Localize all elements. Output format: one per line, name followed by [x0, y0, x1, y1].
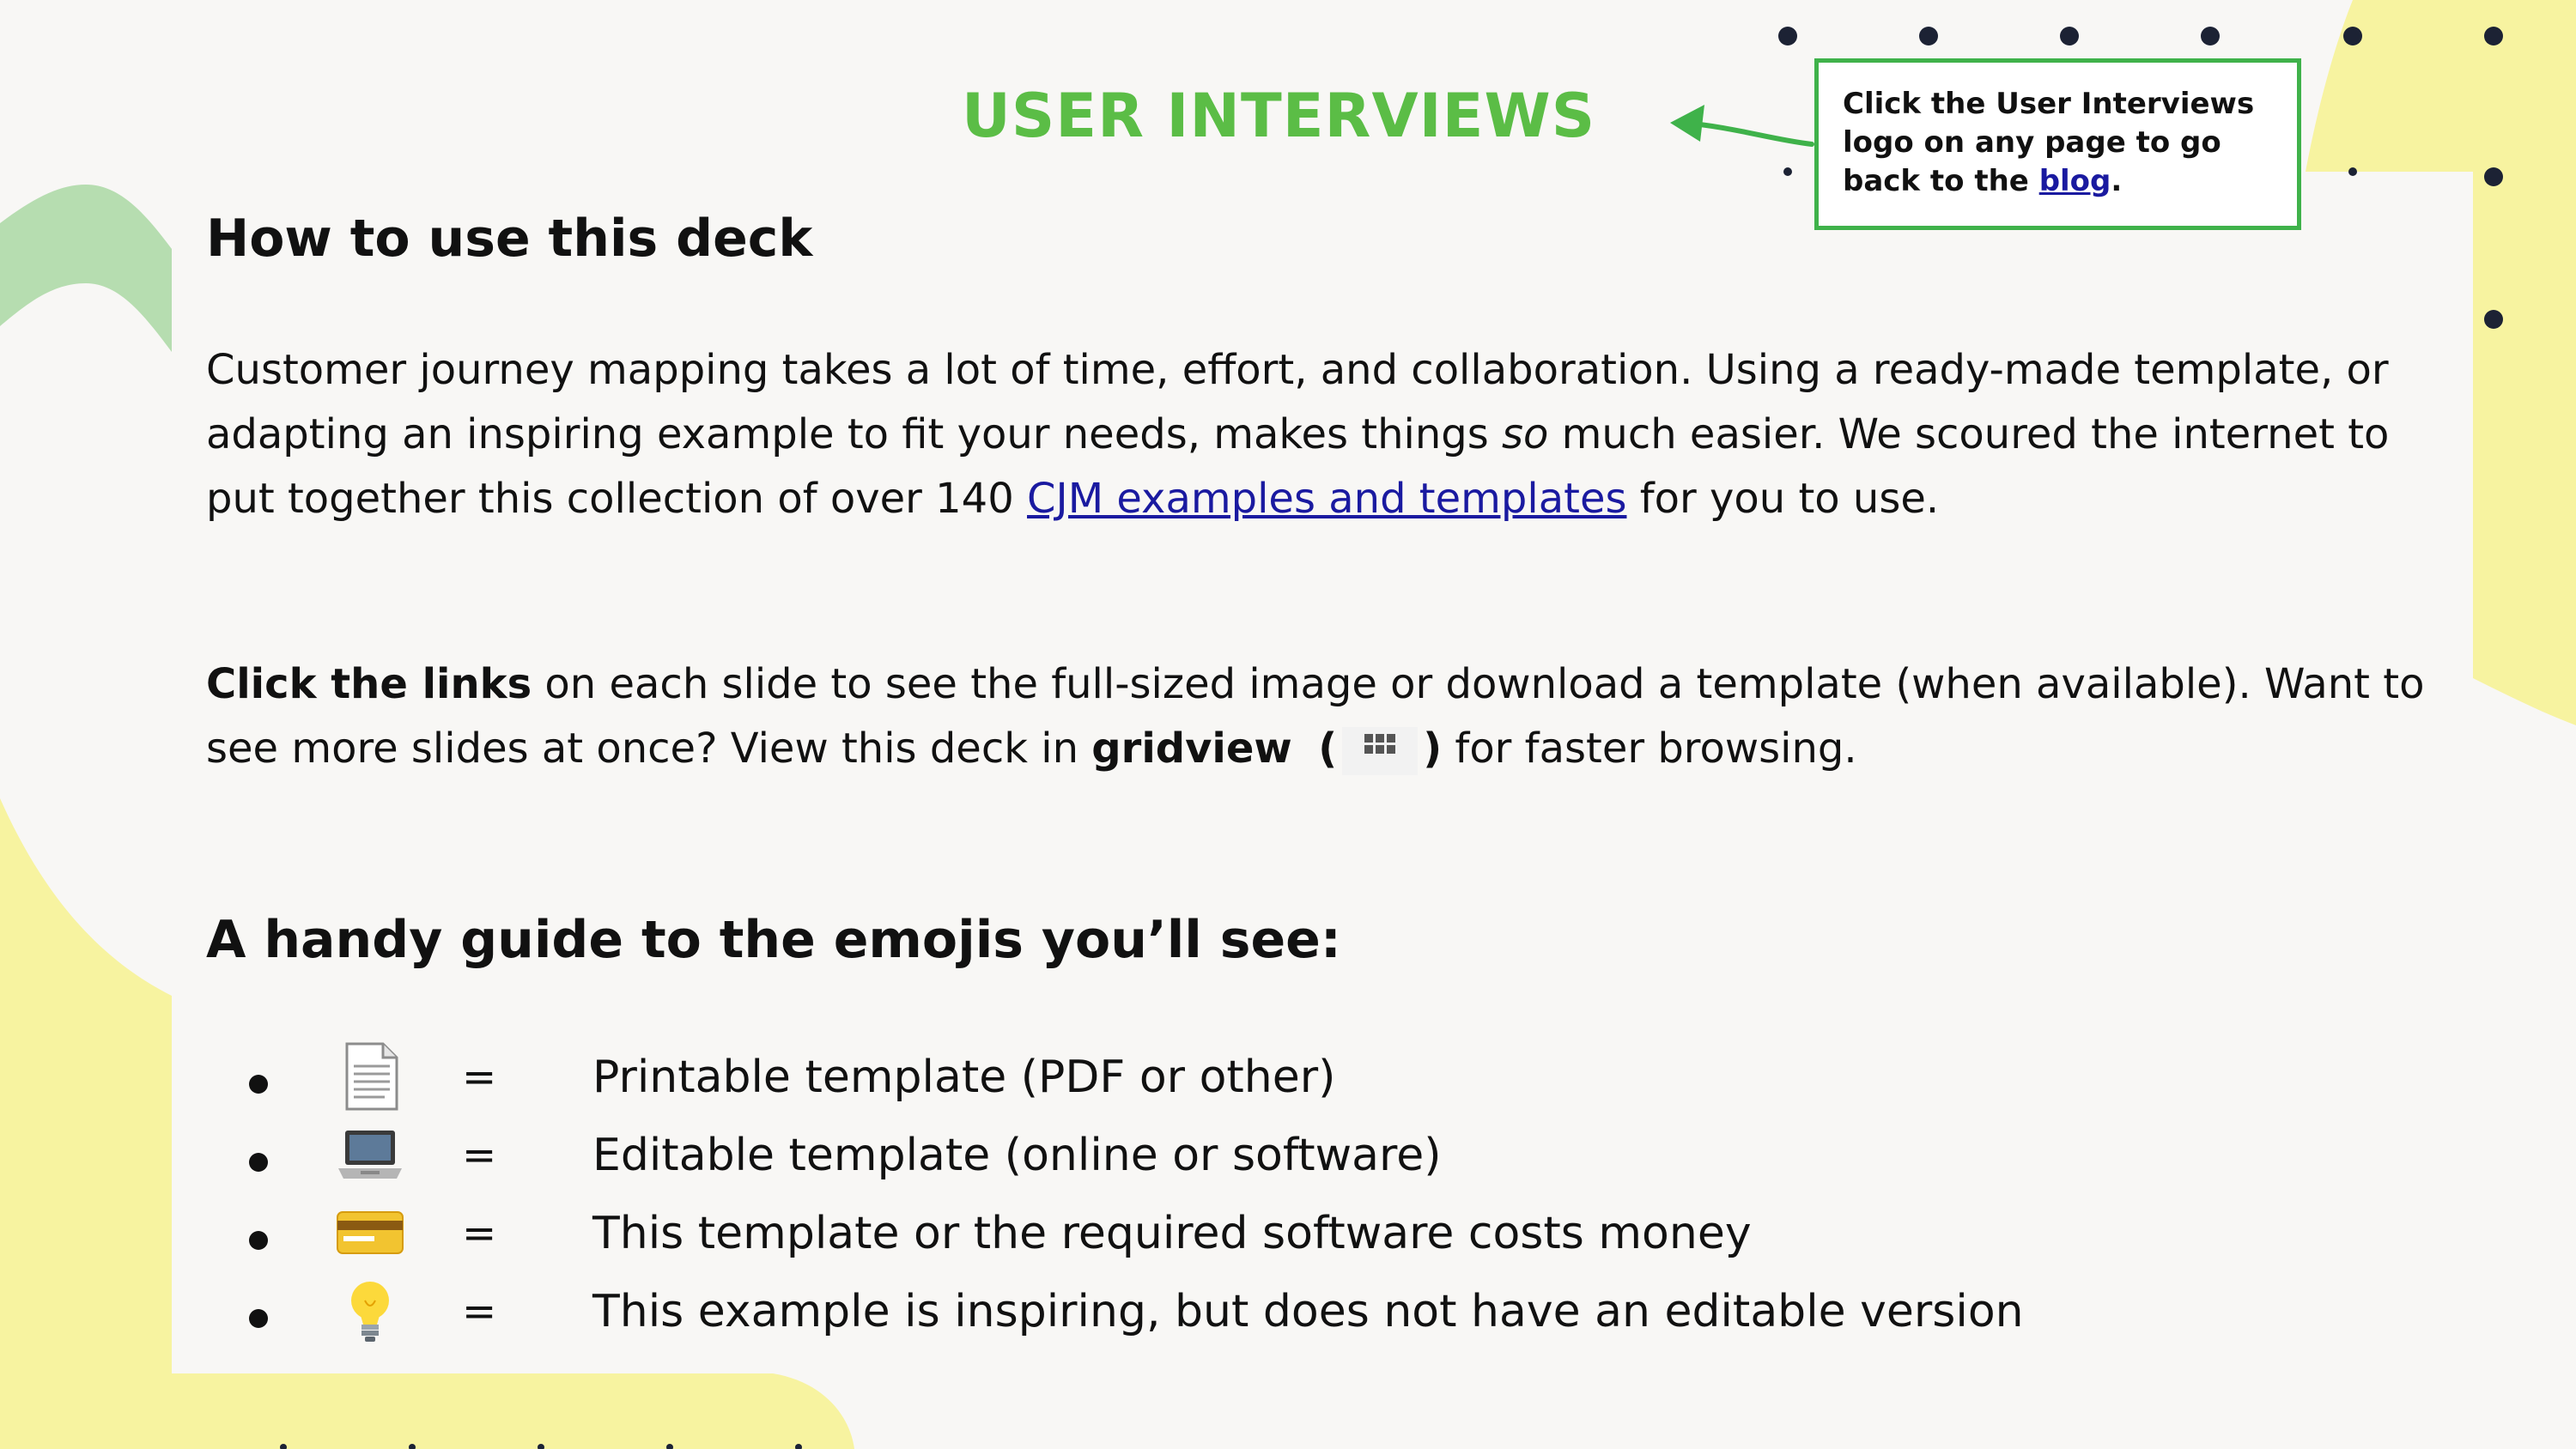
list-item [0, 1120, 2233, 1198]
logo-tip-callout [1814, 58, 2301, 230]
list-item [0, 1198, 2233, 1276]
instructions-text-2: for faster browsing. [1442, 724, 1857, 773]
callout-text: Click the User Interviews logo on any page to go back to the [1843, 87, 2255, 198]
emoji-label: Editable template (online or software) [592, 1130, 1442, 1181]
instructions-paragraph [206, 652, 2439, 781]
equals-sign: = [462, 1131, 497, 1179]
list-item [0, 1276, 2233, 1355]
page-title: How to use this deck [206, 209, 813, 269]
paren-close: ) [1423, 724, 1443, 773]
blog-link[interactable]: blog [2038, 164, 2111, 198]
emoji-guide-list [0, 1042, 2233, 1355]
intro-emphasis: so [1502, 410, 1549, 458]
user-interviews-logo[interactable]: USER INTERVIEWS [962, 81, 1596, 151]
credit-card-icon [335, 1198, 405, 1267]
intro-paragraph [206, 338, 2439, 531]
green-wave-left [0, 185, 172, 352]
gridview-bold: gridview [1091, 724, 1292, 773]
instructions-text-1: on each slide to see the full-sized image or download a template (when available). Want to see more slides at once? View this deck in [206, 660, 2425, 773]
arrow-head [1670, 105, 1704, 142]
equals-sign: = [462, 1288, 497, 1336]
emoji-label: This example is inspiring, but does not have an editable version [592, 1286, 2024, 1337]
intro-text-2: much easier. We scoured the internet to put together this collection of over 140 [206, 410, 2390, 523]
intro-text-1: Customer journey mapping takes a lot of time, effort, and collaboration. Using a ready-made template, or adapting an inspiring example to fit your needs, makes things [206, 346, 2389, 458]
document-icon [335, 1042, 405, 1111]
laptop-icon [335, 1120, 405, 1189]
callout-period: . [2111, 164, 2123, 198]
bullet-icon [249, 1309, 268, 1328]
click-links-bold: Click the links [206, 660, 532, 708]
cjm-examples-link[interactable]: CJM examples and templates [1027, 475, 1627, 523]
lightbulb-icon [335, 1276, 405, 1345]
emoji-label: Printable template (PDF or other) [592, 1052, 1336, 1103]
bullet-icon [249, 1153, 268, 1172]
list-item [0, 1042, 2233, 1120]
equals-sign: = [462, 1210, 497, 1258]
intro-text-3: for you to use. [1626, 475, 1940, 523]
emoji-label: This template or the required software costs money [592, 1208, 1752, 1259]
grid-view-icon [1342, 727, 1418, 775]
bullet-icon [249, 1075, 268, 1094]
emoji-guide-heading: A handy guide to the emojis you’ll see: [206, 910, 1341, 970]
bullet-icon [249, 1231, 268, 1250]
paren-open: ( [1318, 724, 1338, 773]
callout-arrow [1683, 123, 1812, 144]
equals-sign: = [462, 1053, 497, 1101]
